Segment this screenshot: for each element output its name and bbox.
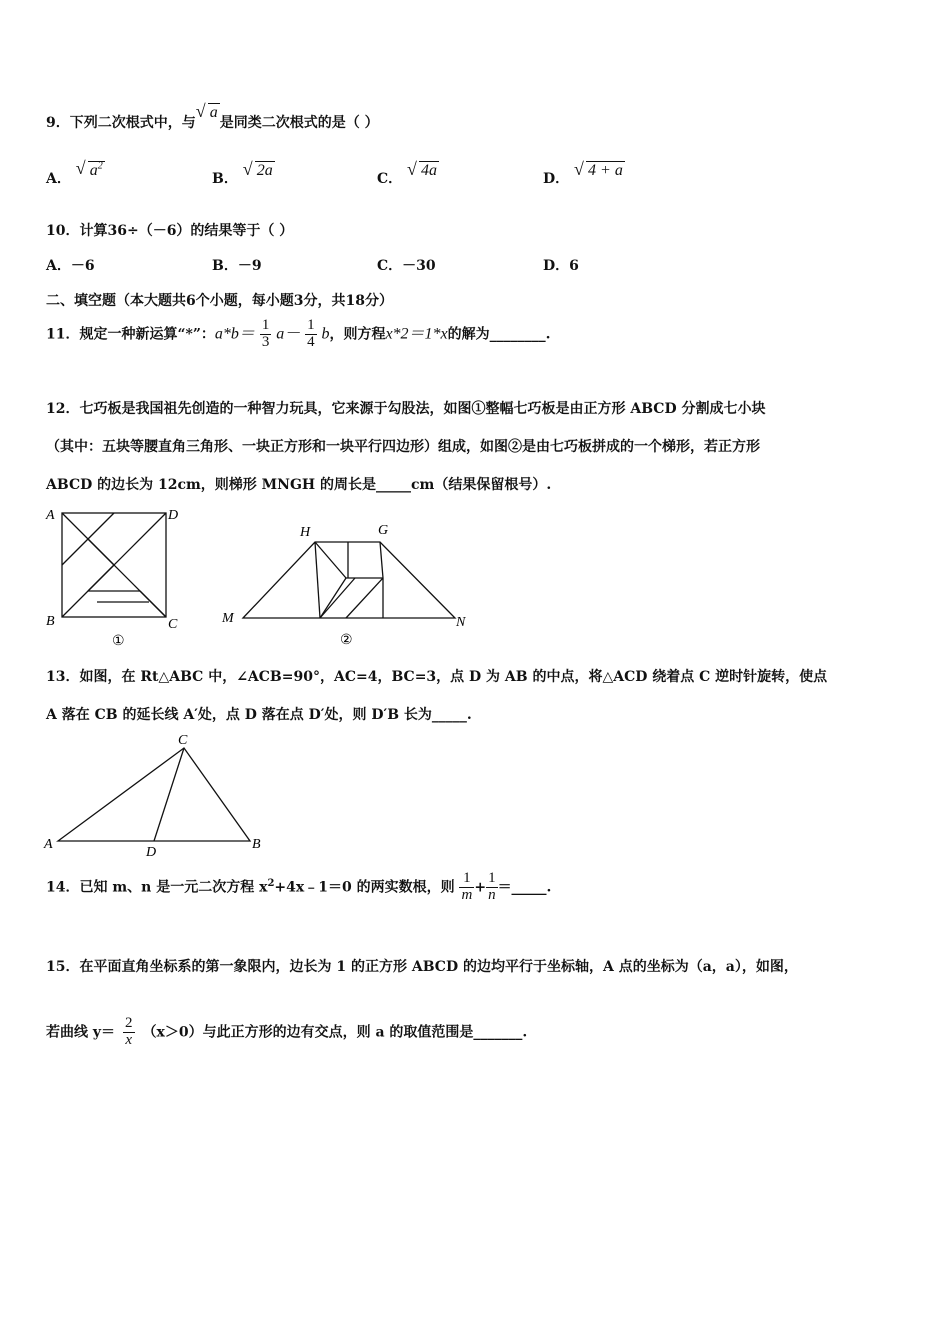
tangram-trapezoid-figure [218, 516, 480, 652]
q9-option-c: C． √ 4a [377, 159, 438, 187]
q11-stem: 11．规定一种新运算“*”：a*b＝ $\frac{1}{3}$ a－ $\frac{1}{4}$ b，则方程x*2＝1*x的解为________. [46, 317, 551, 350]
label-c: C [178, 733, 188, 748]
q13-line-1: 13．如图，在 Rt△ABC 中，∠ACB=90°，AC=4，BC=3，点 D 为 AB 的中点，将△ACD 绕着点 C 逆时针旋转，使点 [46, 669, 828, 685]
q10-option-b: B．－9 [212, 258, 262, 274]
trapezoid-mngh [243, 542, 455, 618]
label-g: G [378, 523, 389, 538]
q15-line-2: 若曲线 y＝ $\frac{2}{x}$ （x＞0）与此正方形的边有交点，则 a 的取值范围是_______. [46, 1015, 528, 1048]
q12-line-3: ABCD 的边长为 12cm，则梯形 MNGH 的周长是_____cm（结果保留根号）. [46, 477, 552, 493]
q9-option-d: D． √ 4 + a [543, 159, 623, 187]
q9-option-a: A． √ $a^2$ [46, 157, 103, 187]
q14-stem: 14．已知 m、n 是一元二次方程 $x^2+4x﹣1=0$ 的两实数根，则 $\frac{1}{m}$ + $\frac{1}{n}$ ＝_____. [46, 870, 552, 904]
fraction-one-over-m: $\frac{1}{m}$ [461, 870, 473, 904]
q9-stem: 9．下列二次根式中，与 √ a是同类二次根式的是（ ） [46, 101, 379, 131]
label-a: A [46, 508, 55, 523]
label-a: A [44, 837, 53, 852]
fraction-one-quarter: $\frac{1}{4}$ [307, 317, 315, 350]
label-m: M [222, 611, 234, 626]
label-b: B [252, 837, 261, 852]
label-d: D [168, 508, 179, 523]
label-d: D [146, 845, 157, 860]
fraction-two-over-x: $\frac{2}{x}$ [125, 1015, 133, 1048]
q15-line-1: 15．在平面直角坐标系的第一象限内，边长为 1 的正方形 ABCD 的边均平行于坐标轴，A 点的坐标为（a，a），如图， [46, 959, 798, 975]
caption-2: ② [340, 633, 353, 648]
fraction-one-over-n: $\frac{1}{n}$ [488, 870, 496, 904]
q9-option-b: B． √ 2a [212, 159, 273, 187]
label-c: C [168, 617, 178, 632]
q13-line-2: A 落在 CB 的延长线 A′处，点 D 落在点 D′处，则 D′B 长为_____. [46, 707, 472, 723]
fraction-one-third: $\frac{1}{3}$ [261, 317, 270, 350]
q12-line-2: （其中：五块等腰直角三角形、一块正方形和一块平行四边形）组成，如图②是由七巧板拼成的一个梯形，若正方形 [46, 439, 760, 455]
q12-line-1: 12．七巧板是我国祖先创造的一种智力玩具，它来源于勾股法，如图①整幅七巧板是由正方形 ABCD 分割成七小块 [46, 401, 766, 417]
q10-option-a: A．－6 [46, 258, 95, 274]
triangle-abc [58, 748, 250, 841]
caption-1: ① [112, 634, 125, 649]
sqrt-a: √ a [195, 101, 218, 121]
label-b: B [46, 614, 55, 629]
q10-option-c: C．－30 [377, 258, 436, 274]
q10-stem: 10．计算36÷（－6）的结果等于（ ） [46, 223, 294, 239]
section-heading: 二、填空题（本大题共6个小题，每小题3分，共18分） [46, 293, 393, 309]
label-h: H [300, 525, 311, 540]
tangram-square-figure [42, 503, 192, 653]
q10-option-d: D．6 [543, 258, 579, 274]
triangle-abc-figure [42, 730, 268, 860]
label-n: N [456, 615, 466, 630]
